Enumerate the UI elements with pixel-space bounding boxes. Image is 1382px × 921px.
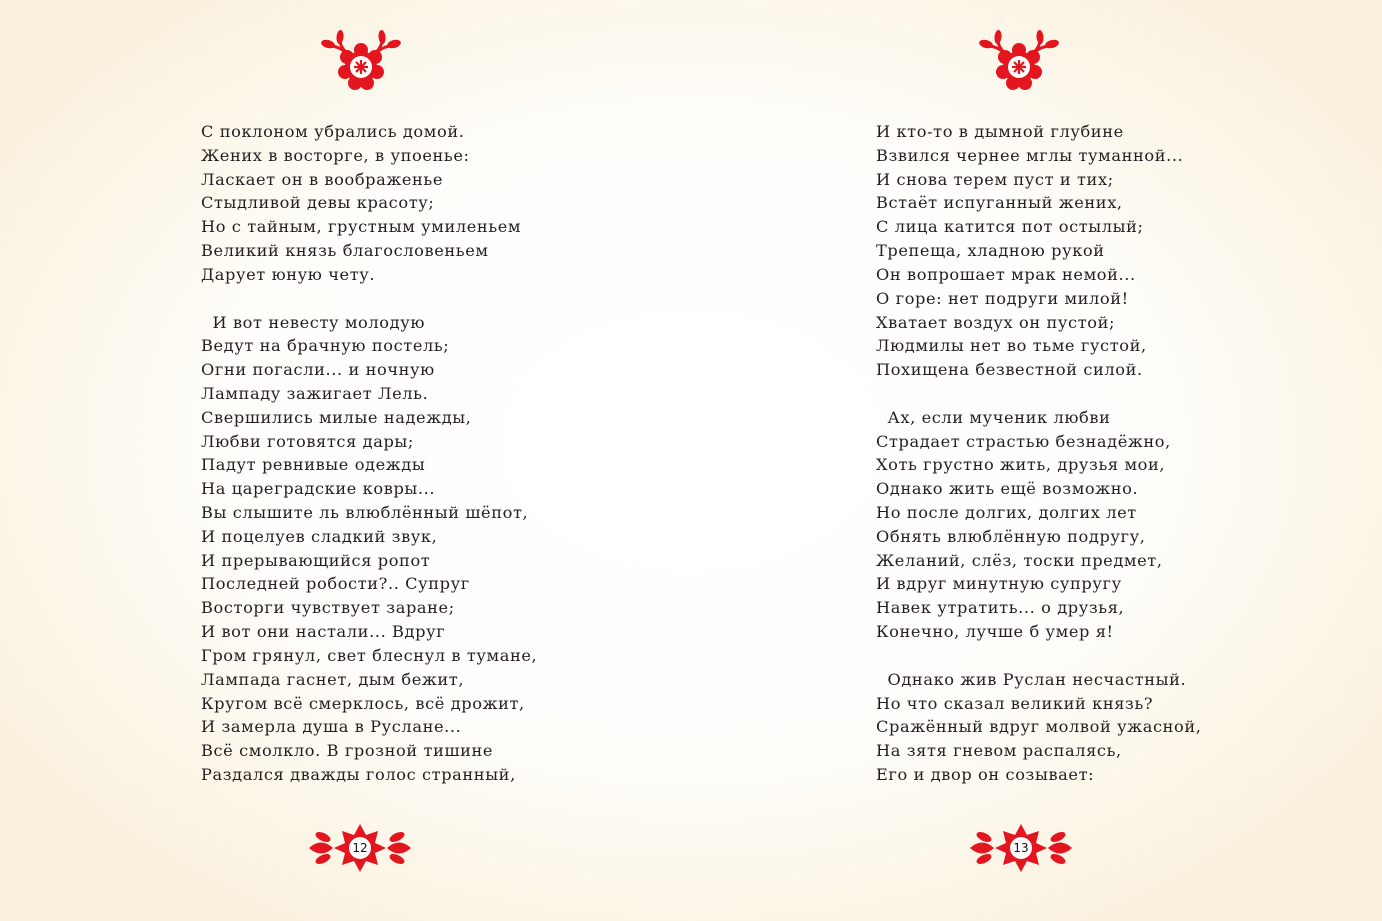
poem-line: И вот невесту молодую [201, 312, 426, 332]
poem-line [201, 287, 537, 311]
poem-line: Восторги чувствует заране; [201, 598, 455, 618]
poem-line: Гром грянул, свет блеснул в тумане, [201, 645, 538, 665]
poem-line: Желаний, слёз, тоски предмет, [876, 550, 1163, 570]
poem-line: И кто-то в дымной глубине [876, 122, 1124, 141]
poem-line: Сражённый вдруг молвой ужасной, [876, 717, 1202, 737]
poem-line: Жених в восторге, в упоенье: [201, 145, 470, 165]
poem-line [876, 644, 1201, 668]
poem-line: Лампада гаснет, дым бежит, [201, 669, 465, 689]
poem-line: Встаёт испуганный жених, [876, 193, 1123, 213]
top-ornament [976, 30, 1062, 92]
poem-line: И снова терем пуст и тих; [876, 169, 1114, 189]
poem-text [201, 120, 537, 787]
poem-line: Огни погасли... и ночную [201, 360, 435, 380]
poem-line: И замерла душа в Руслане... [201, 717, 462, 737]
poem-line: Однако жив Руслан несчастный. [876, 669, 1187, 689]
flower-ornament-icon [318, 30, 404, 92]
poem-line: Стыдливой девы красоту; [201, 193, 435, 213]
poem-line: Всё смолкло. В грозной тишине [201, 741, 494, 761]
poem-line: Хоть грустно жить, друзья мои, [876, 455, 1166, 475]
poem-line: Обнять влюблённую подругу, [876, 526, 1146, 546]
poem-line: И поцелуев сладкий звук, [201, 526, 438, 546]
poem-line: На цареградские ковры... [201, 479, 436, 499]
poem-line: Ах, если мученик любви [876, 407, 1111, 427]
poem-line: С лица катится пот остылый; [876, 217, 1144, 237]
poem-line: Конечно, лучше б умер я! [876, 622, 1114, 642]
poem-line: Но что сказал великий князь? [876, 693, 1154, 713]
poem-line: Лампаду зажигает Лель. [201, 383, 429, 403]
poem-line: Вы слышите ль влюблённый шёпот, [201, 503, 529, 522]
poem-line: Падут ревнивые одежды [201, 455, 426, 475]
poem-line: Раздался дважды голос странный, [201, 764, 516, 784]
poem-line: Дарует юную чету. [201, 264, 376, 284]
poem-line: Однако жить ещё возможно. [876, 479, 1139, 499]
poem-line: Его и двор он созывает: [876, 764, 1095, 784]
poem-line: На зятя гневом распалясь, [876, 741, 1122, 761]
poem-line: Великий князь благословеньем [201, 241, 489, 261]
poem-line: Трепеща, хладною рукой [876, 241, 1105, 261]
poem-line: Любви готовятся дары; [201, 431, 414, 451]
poem-line: Ведут на брачную постель; [201, 336, 450, 356]
poem-line: Взвился чернее мглы туманной... [876, 145, 1184, 165]
poem-line: Он вопрошает мрак немой... [876, 264, 1136, 284]
poem-line: Людмилы нет во тьме густой, [876, 336, 1147, 356]
poem-line [876, 382, 1201, 406]
page-number-ornament [968, 822, 1074, 874]
poem-line: И прерывающийся ропот [201, 550, 431, 570]
page-number: 13 [1013, 841, 1029, 855]
page-number-ornament [307, 822, 413, 874]
poem-line: Навек утратить... о друзья, [876, 598, 1125, 618]
poem-line: С поклоном убрались домой. [201, 122, 465, 141]
poem-line: И вдруг минутную супругу [876, 574, 1122, 594]
flower-ornament-icon [976, 30, 1062, 92]
poem-line: И вот они настали... Вдруг [201, 622, 446, 642]
poem-line: Свершились милые надежды, [201, 407, 472, 427]
top-ornament [318, 30, 404, 92]
poem-line: Последней робости?.. Супруг [201, 574, 470, 594]
page-number: 12 [352, 841, 368, 855]
poem-line: Ласкает он в воображенье [201, 169, 444, 189]
poem-line: Но с тайным, грустным умиленьем [201, 217, 522, 237]
right-page [691, 0, 1382, 921]
poem-line: Кругом всё смерклось, всё дрожит, [201, 693, 525, 713]
poem-line: Но после долгих, долгих лет [876, 503, 1137, 522]
poem-line: Страдает страстью безнадёжно, [876, 431, 1171, 451]
poem-line: Похищена безвестной силой. [876, 360, 1143, 380]
poem-line: Хватает воздух он пустой; [876, 312, 1116, 332]
poem-line: О горе: нет подруги милой! [876, 288, 1129, 308]
poem-text [876, 120, 1201, 787]
